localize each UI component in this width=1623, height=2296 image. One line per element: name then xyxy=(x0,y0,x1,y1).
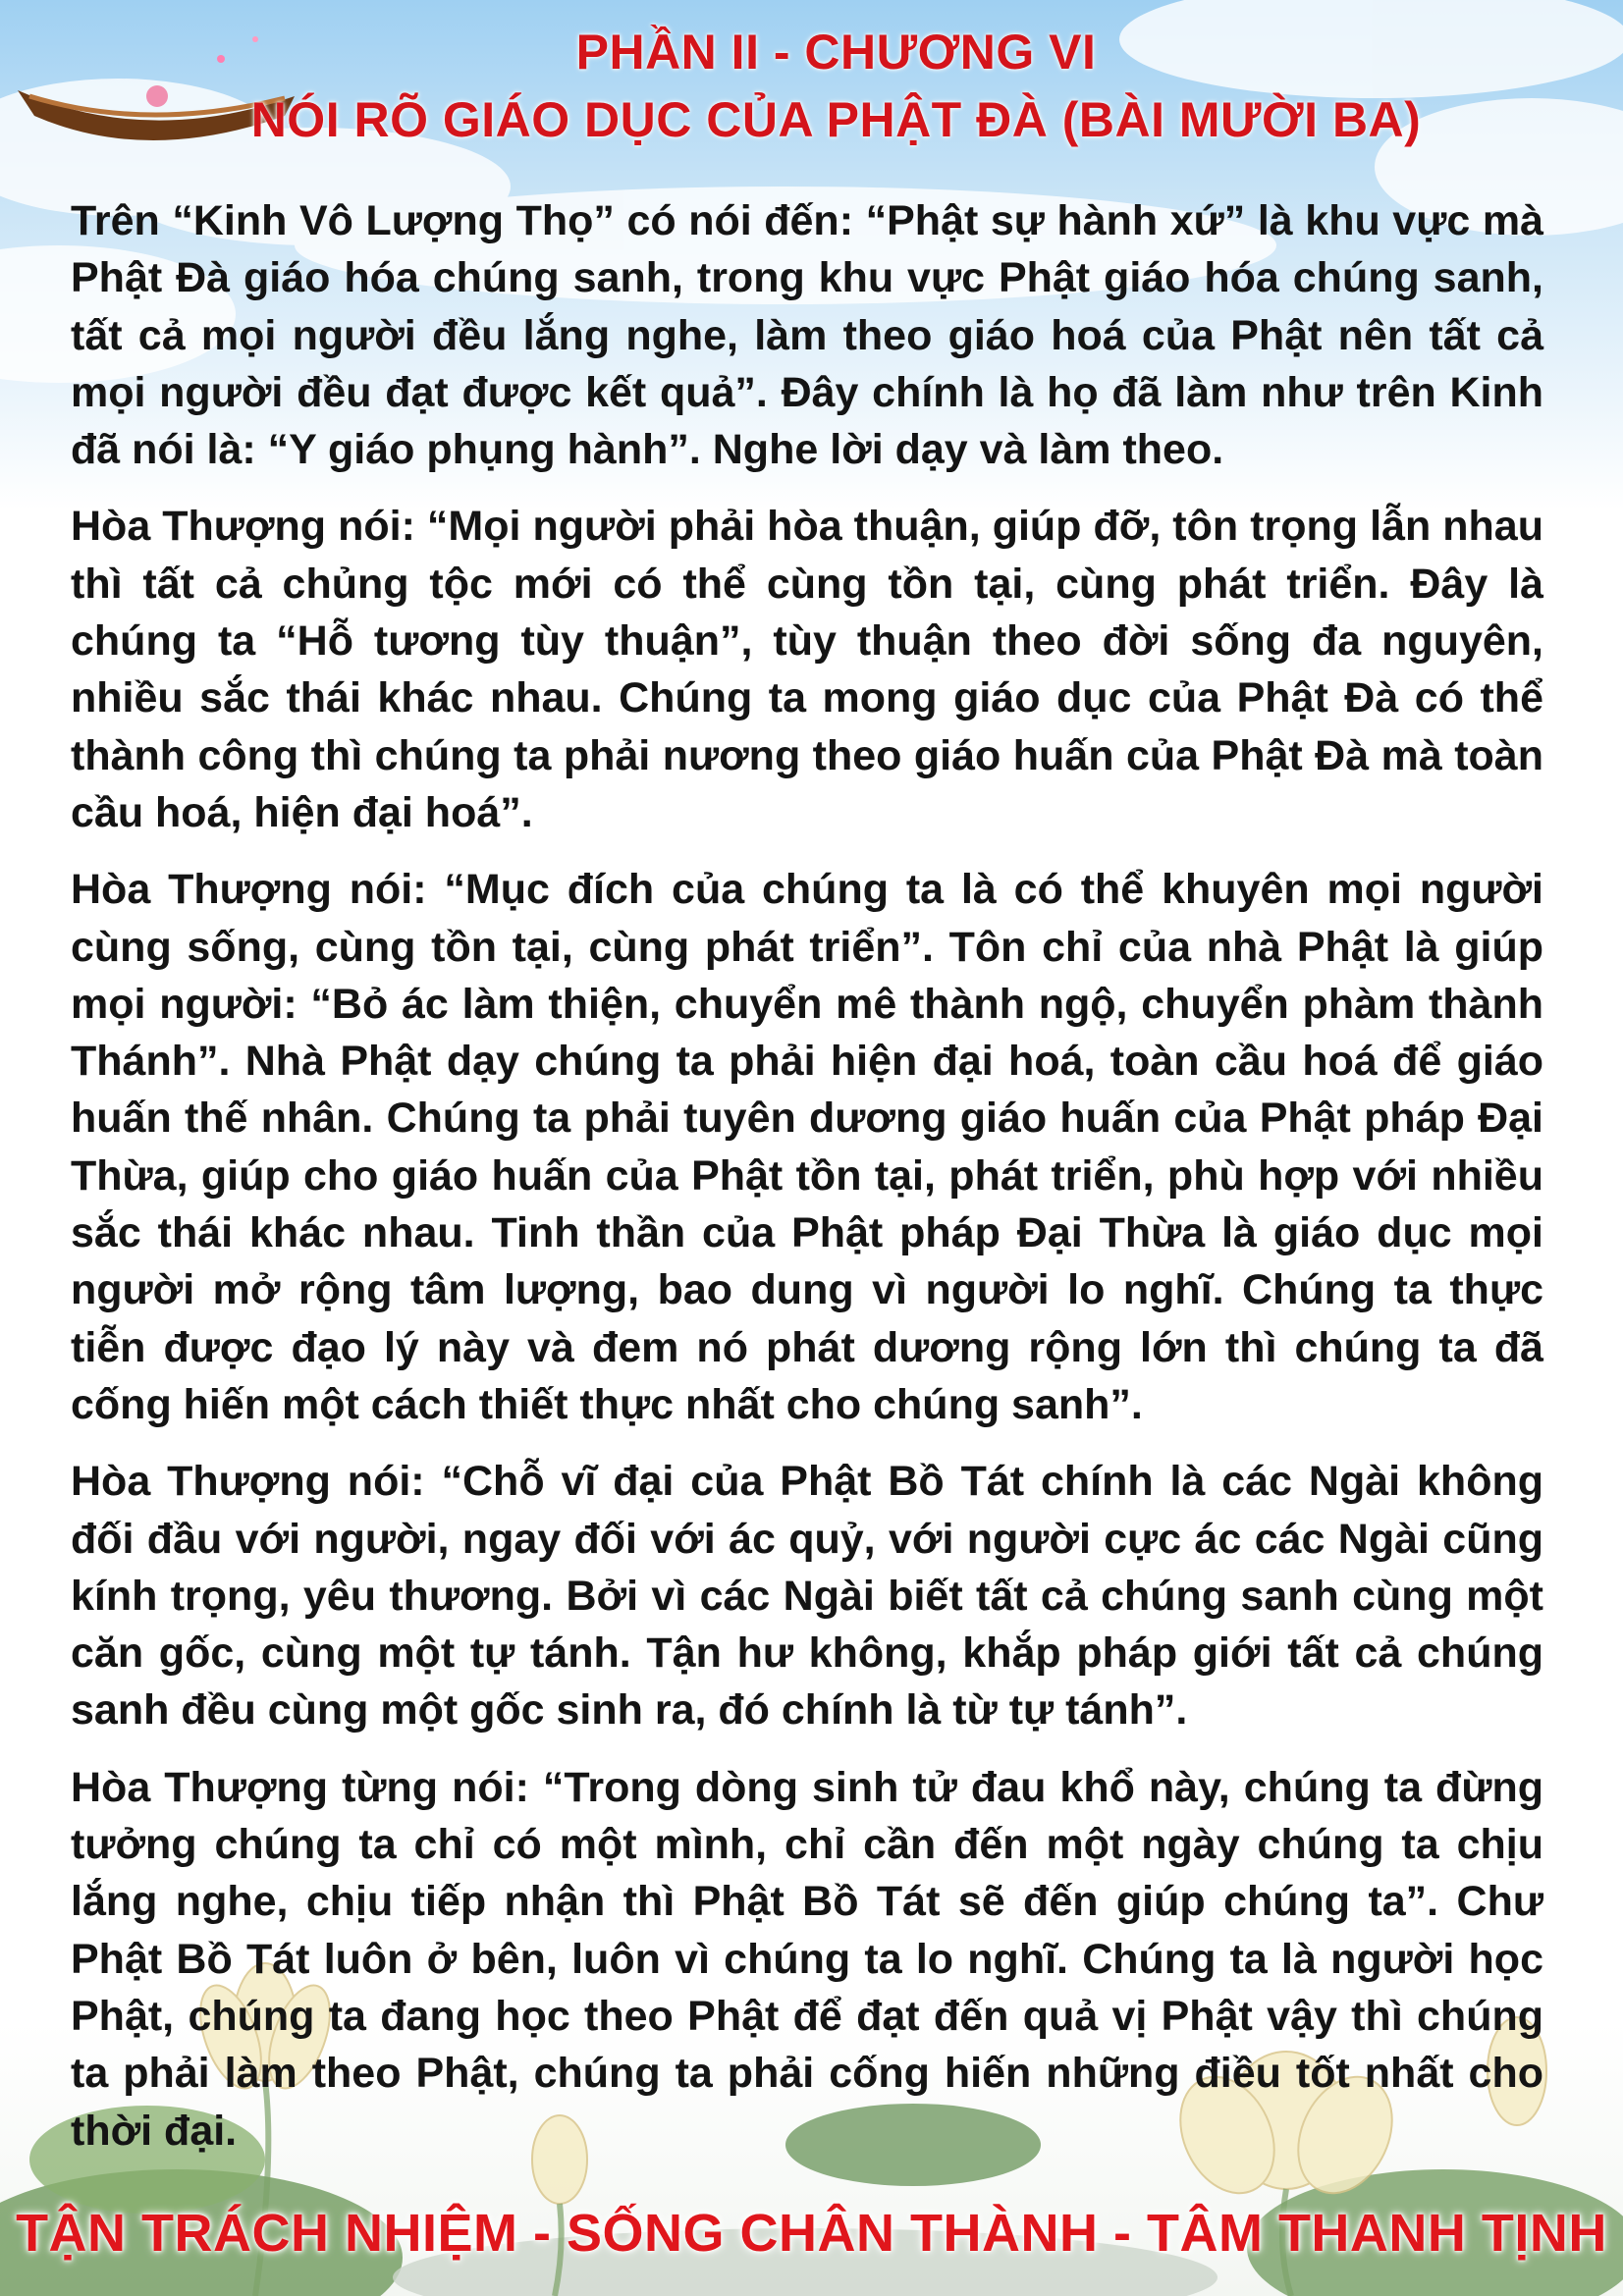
paragraph: Hòa Thượng nói: “Chỗ vĩ đại của Phật Bồ Tát chính là các Ngài không đối đầu với người, ngay đối với ác quỷ, với người cực ác các Ngài cũng kính trọng, yêu thương. Bởi vì các Ngài biết tất cả chúng sanh cùng một căn gốc, cùng một tự tánh. Tận hư không, khắp pháp giới tất cả chúng sanh đều cùng một gốc sinh ra, đó chính là từ tự tánh”. xyxy=(71,1458,1543,1735)
chapter-title: PHẦN II - CHƯƠNG VI xyxy=(575,25,1097,80)
paragraph: Trên “Kinh Vô Lượng Thọ” có nói đến: “Phật sự hành xứ” là khu vực mà Phật Đà giáo hóa chúng sanh, trong khu vực Phật giáo hóa chúng sanh, tất cả mọi người đều lắng nghe, làm theo giáo hoá của Phật nên tất cả mọi người đều đạt được kết quả”. Đây chính là họ đã làm như trên Kinh đã nói là: “Y giáo phụng hành”. Nghe lời dạy và làm theo. xyxy=(71,197,1543,474)
paragraph: Hòa Thượng nói: “Mục đích của chúng ta là có thể khuyên mọi người cùng sống, cùng tồn tại, cùng phát triển”. Tôn chỉ của nhà Phật là giúp mọi người: “Bỏ ác làm thiện, chuyển mê thành ngộ, chuyển phàm thành Thánh”. Nhà Phật dạy chúng ta phải hiện đại hoá, toàn cầu hoá để giáo huấn thế nhân. Chúng ta phải tuyên dương giáo huấn của Phật pháp Đại Thừa, giúp cho giáo huấn của Phật tồn tại, phát triển, phù hợp với nhiều sắc thái khác nhau. Tinh thần của Phật pháp Đại Thừa là giáo dục mọi người mở rộng tâm lượng, bao dung vì người lo nghĩ. Chúng ta thực tiễn được đạo lý này và đem nó phát dương rộng lớn thì chúng ta đã cống hiến một cách thiết thực nhất cho chúng sanh”. xyxy=(71,866,1543,1428)
article-body xyxy=(71,192,1543,2179)
paragraph: Hòa Thượng từng nói: “Trong dòng sinh tử đau khổ này, chúng ta đừng tưởng chúng ta chỉ có một mình, chỉ cần đến một ngày chúng ta chịu lắng nghe, chịu tiếp nhận thì Phật Bồ Tát sẽ đến giúp chúng ta”. Chư Phật Bồ Tát luôn ở bên, luôn vì chúng ta lo nghĩ. Chúng ta là người học Phật, chúng ta đang học theo Phật để đạt đến quả vị Phật vậy thì chúng ta phải làm theo Phật, chúng ta phải cống hiến những điều tốt nhất cho thời đại. xyxy=(71,1763,1543,2155)
footer-slogan: TẬN TRÁCH NHIỆM - SỐNG CHÂN THÀNH - TÂM THANH TỊNH xyxy=(16,2204,1607,2263)
lesson-title: NÓI RÕ GIÁO DỤC CỦA PHẬT ĐÀ (BÀI MƯỜI BA) xyxy=(250,92,1422,147)
paragraph: Hòa Thượng nói: “Mọi người phải hòa thuận, giúp đỡ, tôn trọng lẫn nhau thì tất cả chủng tộc mới có thể cùng tồn tại, cùng phát triển. Đây là chúng ta “Hỗ tương tùy thuận”, tùy thuận theo đời sống đa nguyên, nhiều sắc thái khác nhau. Chúng ta mong giáo dục của Phật Đà có thể thành công thì chúng ta phải nương theo giáo huấn của Phật Đà mà toàn cầu hoá, hiện đại hoá”. xyxy=(71,503,1543,836)
page-header xyxy=(0,22,1623,153)
